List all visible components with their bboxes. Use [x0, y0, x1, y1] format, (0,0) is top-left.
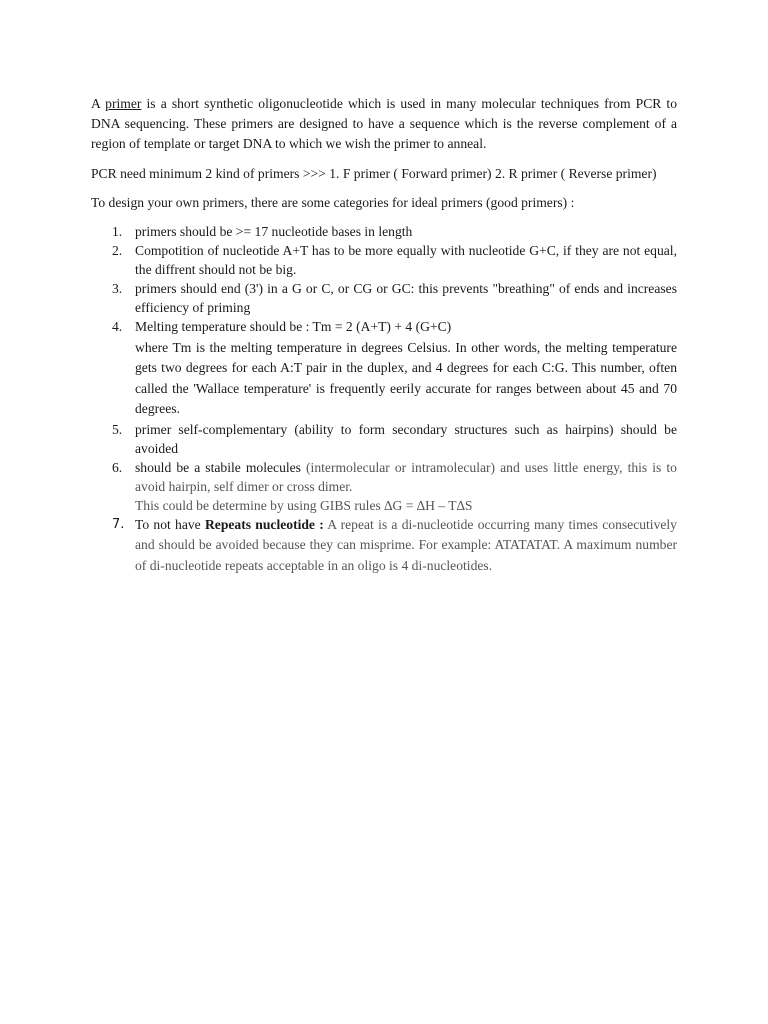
list-item-text: should be a stabile molecules	[135, 459, 307, 475]
list-item-text: primer self-complementary (ability to form secondary structures such as hairpins) should be avoided	[135, 421, 677, 456]
list-item	[91, 420, 677, 458]
list-item-bold-term: Repeats nucleotide :	[204, 516, 324, 532]
intro-paragraph	[91, 94, 677, 154]
list-item-text: primers should be >= 17 nucleotide bases in length	[135, 224, 413, 239]
list-item-text: primers should end (3') in a G or C, or CG or GC: this prevents "breathing" of ends and increases efficiency of priming	[135, 281, 677, 315]
list-item-subtext: This could be determine by using GIBS rules ∆G = ∆H – T∆S	[135, 497, 473, 513]
document-body	[91, 94, 677, 576]
list-item	[91, 317, 677, 420]
list-item	[91, 458, 677, 515]
list-item	[91, 222, 677, 241]
list-number: 7.	[112, 516, 125, 532]
list-number: 6.	[112, 459, 123, 475]
pcr-need-paragraph: PCR need minimum 2 kind of primers >>> 1. F primer ( Forward primer) 2. R primer ( Reverse primer)	[91, 166, 657, 181]
primer-term: primer	[105, 96, 142, 111]
list-item-text: Melting temperature should be : Tm = 2 (A+T) + 4 (G+C)	[135, 319, 452, 334]
list-item	[91, 279, 677, 317]
list-item	[91, 515, 677, 577]
list-item-text-muted: A repeat is a di-nucleotide occurring many times consecutively and should be avoided because they can misprime. For example: ATATATAT. A maximum number of di-nucleotide repeats acceptable in an oligo is 4 di-nucleotides.	[135, 516, 677, 573]
list-number: 4.	[112, 319, 123, 334]
intro-text: is a short synthetic oligonucleotide which is used in many molecular techniques from PCR to DNA sequencing. These primers are designed to have a sequence which is the reverse complement of a region of template or target DNA to which we wish the primer to anneal.	[91, 96, 677, 151]
list-item-subtext: where Tm is the melting temperature in degrees Celsius. In other words, the melting temperature gets two degrees for each A:T pair in the duplex, and 4 degrees for each C:G. This number, often called the 'Wallace temperature' is frequently eerily accurate for ranges between about 45 and 70 degrees.	[135, 339, 677, 416]
intro-prefix: A	[91, 96, 106, 111]
list-number: 1.	[112, 224, 123, 239]
list-item-text: Compotition of nucleotide A+T has to be more equally with nucleotide G+C, if they are not equal, the diffrent should not be big.	[135, 243, 677, 277]
list-number: 5.	[112, 421, 123, 437]
list-item-text: To not have	[135, 516, 205, 532]
design-intro-paragraph: To design your own primers, there are some categories for ideal primers (good primers) :	[91, 195, 575, 210]
list-item-text-muted: (intermolecular or intramolecular) and uses little energy, this is to avoid hairpin, self dimer or cross dimer.	[135, 459, 677, 494]
list-number: 3.	[112, 281, 123, 296]
primer-criteria-list	[91, 222, 677, 576]
list-number: 2.	[112, 243, 123, 258]
list-item	[91, 241, 677, 279]
